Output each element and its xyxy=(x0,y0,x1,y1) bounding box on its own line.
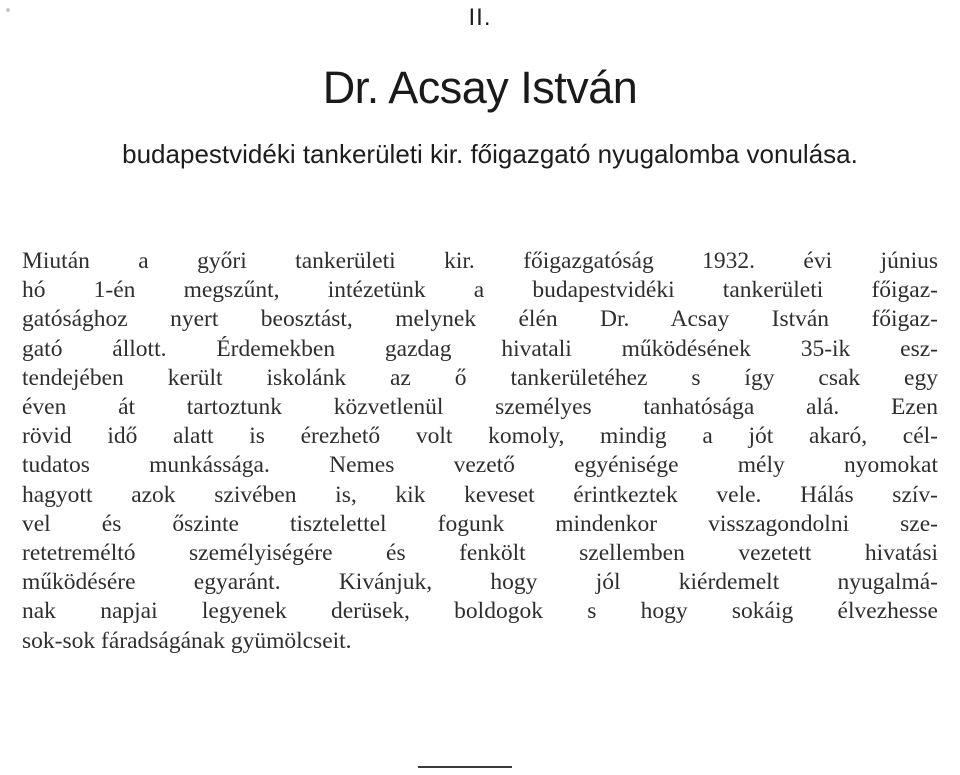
page-subtitle: budapestvidéki tankerületi kir. főigazgató nyugalomba vonulása. xyxy=(122,139,858,169)
body-line: retetreméltó személyiségére és fenkölt szellemben vezetett hivatási xyxy=(22,540,938,567)
body-line: Miután a győri tankerületi kir. főigazgatóság 1932. évi június xyxy=(22,248,938,274)
body-line: gatósághoz nyert beosztást, melynek élén Dr. Acsay István főigaz- xyxy=(22,306,938,333)
body-line: sok-sok fáradságának gyümölcseit. xyxy=(22,627,352,654)
body-line: gató állott. Érdemekben gazdag hivatali működésének 35-ik esz- xyxy=(22,335,938,362)
body-line: működésére egyaránt. Kivánjuk, hogy jól kiérdemelt nyugalmá- xyxy=(22,569,938,596)
section-number: II. xyxy=(468,4,492,31)
body-line: tudatos munkássága. Nemes vezető egyénisége mély nyomokat xyxy=(22,452,938,479)
section-separator xyxy=(418,766,512,768)
body-line: tendejében került iskolánk az ő tankerületéhez s így csak egy xyxy=(22,364,938,391)
page-title: Dr. Acsay István xyxy=(322,62,638,113)
body-paragraph xyxy=(22,247,938,656)
body-line: nak napjai legyenek derüsek, boldogok s hogy sokáig élvezhesse xyxy=(22,598,938,625)
body-line: vel és őszinte tisztelettel fogunk mindenkor visszagondolni sze- xyxy=(22,510,938,537)
body-line: hagyott azok szivében is, kik keveset érintkeztek vele. Hálás szív- xyxy=(22,481,938,508)
body-line: rövid idő alatt is érezhető volt komoly, mindig a jót akaró, cél- xyxy=(22,423,938,450)
body-line: éven át tartoztunk közvetlenül személyes tanhatósága alá. Ezen xyxy=(22,394,938,421)
body-line: hó 1-én megszűnt, intézetünk a budapestvidéki tankerületi főigaz- xyxy=(22,277,938,304)
